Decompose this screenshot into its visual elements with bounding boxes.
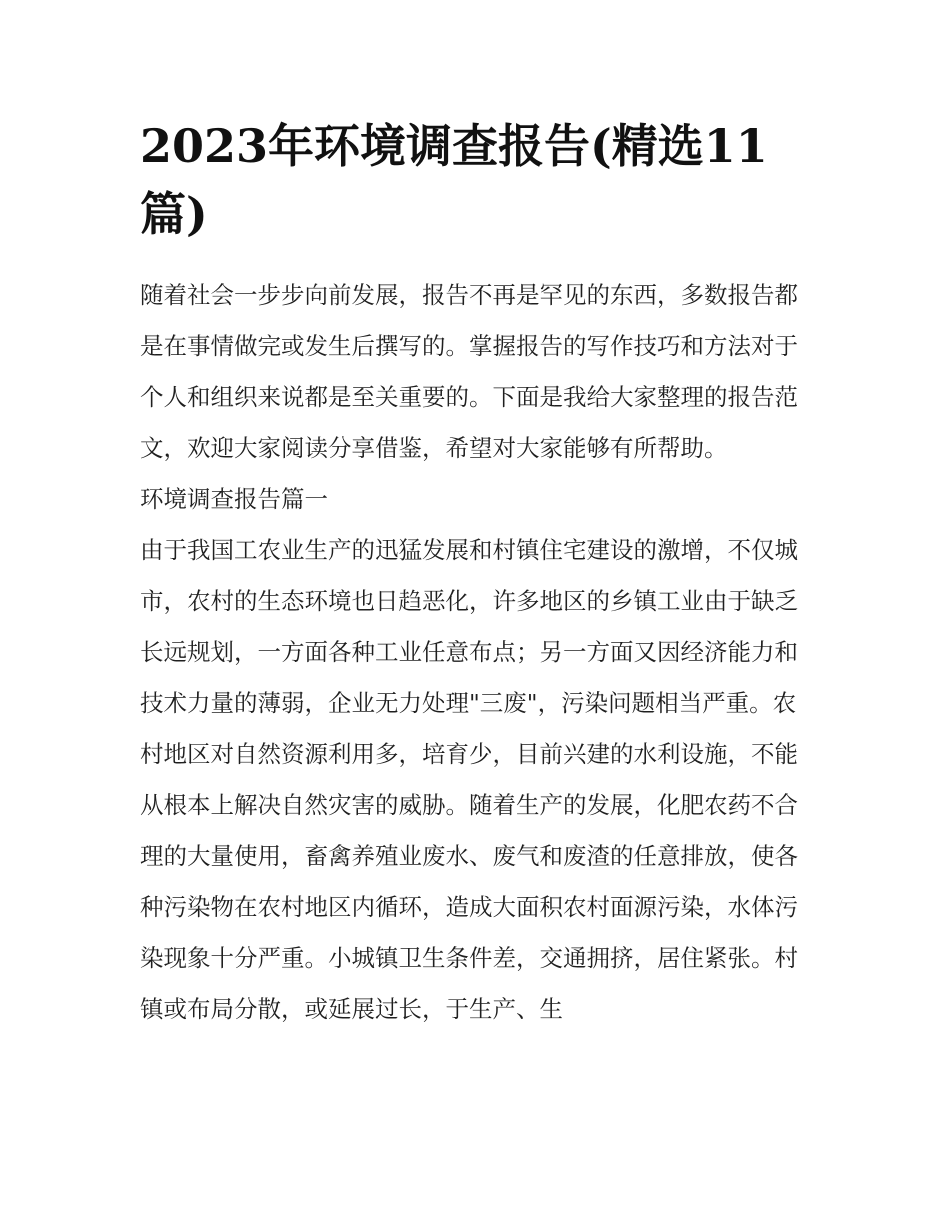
intro-paragraph: 随着社会一步步向前发展，报告不再是罕见的东西，多数报告都是在事情做完或发生后撰写的。掌握报告的写作技巧和方法对于个人和组织来说都是至关重要的。下面是我给大家整理的报告范文，欢迎大家阅读分享借鉴，希望对大家能够有所帮助。 [140, 281, 798, 462]
document-body [140, 112, 815, 1035]
section-heading: 环境调查报告篇一 [140, 485, 328, 513]
document-title: 2023年环境调查报告(精选11篇) [140, 119, 768, 241]
section-paragraph: 由于我国工农业生产的迅猛发展和村镇住宅建设的激增，不仅城市，农村的生态环境也日趋恶化，许多地区的乡镇工业由于缺乏长远规划，一方面各种工业任意布点；另一方面又因经济能力和技术力量的薄弱，企业无力处理"三废"，污染问题相当严重。农村地区对自然资源利用多，培育少，目前兴建的水利设施，不能从根本上解决自然灾害的威胁。随着生产的发展，化肥农药不合理的大量使用，畜禽养殖业废水、废气和废渣的任意排放，使各种污染物在农村地区内循环，造成大面积农村面源污染，水体污染现象十分严重。小城镇卫生条件差，交通拥挤，居住紧张。村镇或布局分散，或延展过长，于生产、生 [140, 536, 798, 1023]
